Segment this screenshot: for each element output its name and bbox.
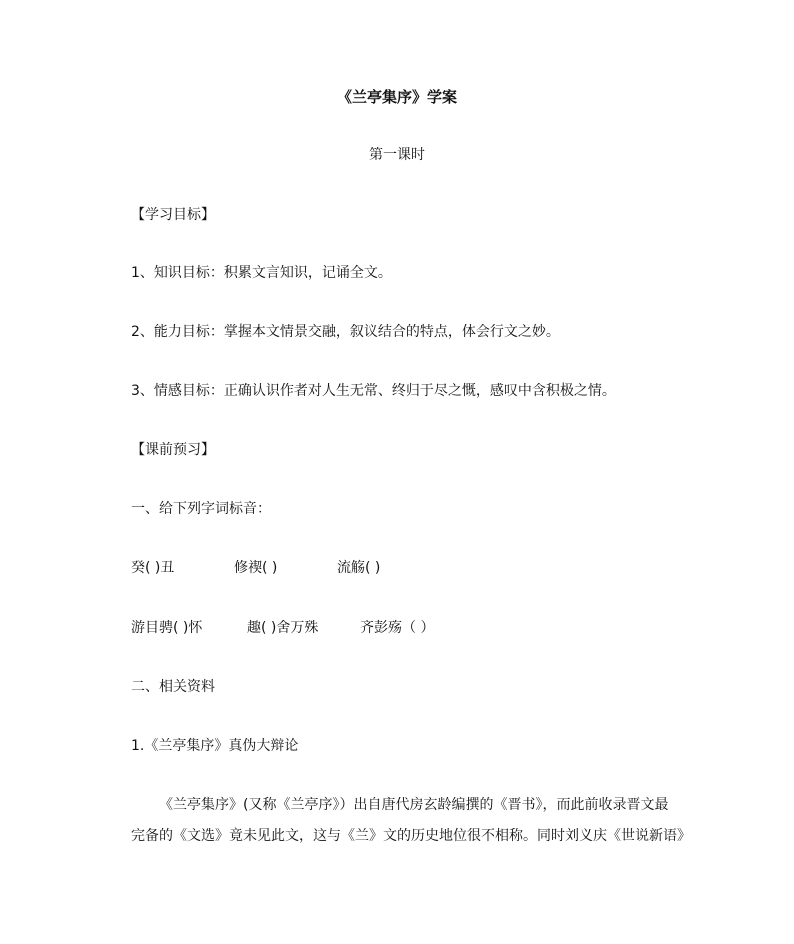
pinyin-item: 游目骋( )怀 xyxy=(131,620,203,636)
document-title: 《兰亭集序》学案 xyxy=(336,88,457,106)
pinyin-item: 修禊( ) xyxy=(234,560,278,576)
section-heading-goals: 【学习目标】 xyxy=(131,207,215,223)
paragraph-line: 完备的《文选》竟未见此文，这与《兰》文的历史地位很不相称。同时刘义庆《世说新语》 xyxy=(131,828,691,844)
pinyin-item: 趣( )舍万殊 xyxy=(247,620,319,636)
pinyin-item: 流觞( ) xyxy=(337,560,381,576)
part1-heading: 一、给下列字词标音： xyxy=(131,501,271,517)
part2-heading: 二、相关资料 xyxy=(131,679,215,695)
paragraph-line: 《兰亭集序》(又称《兰亭序》）出自唐代房玄龄编撰的《晋书》，而此前收录晋文最 xyxy=(159,797,669,813)
lesson-label: 第一课时 xyxy=(369,147,425,163)
goal-knowledge: 1、知识目标：积累文言知识，记诵全文。 xyxy=(131,265,392,281)
section-heading-preview: 【课前预习】 xyxy=(131,442,215,458)
goal-ability: 2、能力目标：掌握本文情景交融，叙议结合的特点，体会行文之妙。 xyxy=(131,324,560,340)
pinyin-item: 齐彭殇（ ） xyxy=(360,620,435,636)
subheading-authenticity: 1.《兰亭集序》真伪大辩论 xyxy=(131,738,299,754)
goal-emotion: 3、情感目标：正确认识作者对人生无常、终归于尽之慨，感叹中含积极之情。 xyxy=(131,383,616,399)
pinyin-item: 癸( )丑 xyxy=(131,560,175,576)
